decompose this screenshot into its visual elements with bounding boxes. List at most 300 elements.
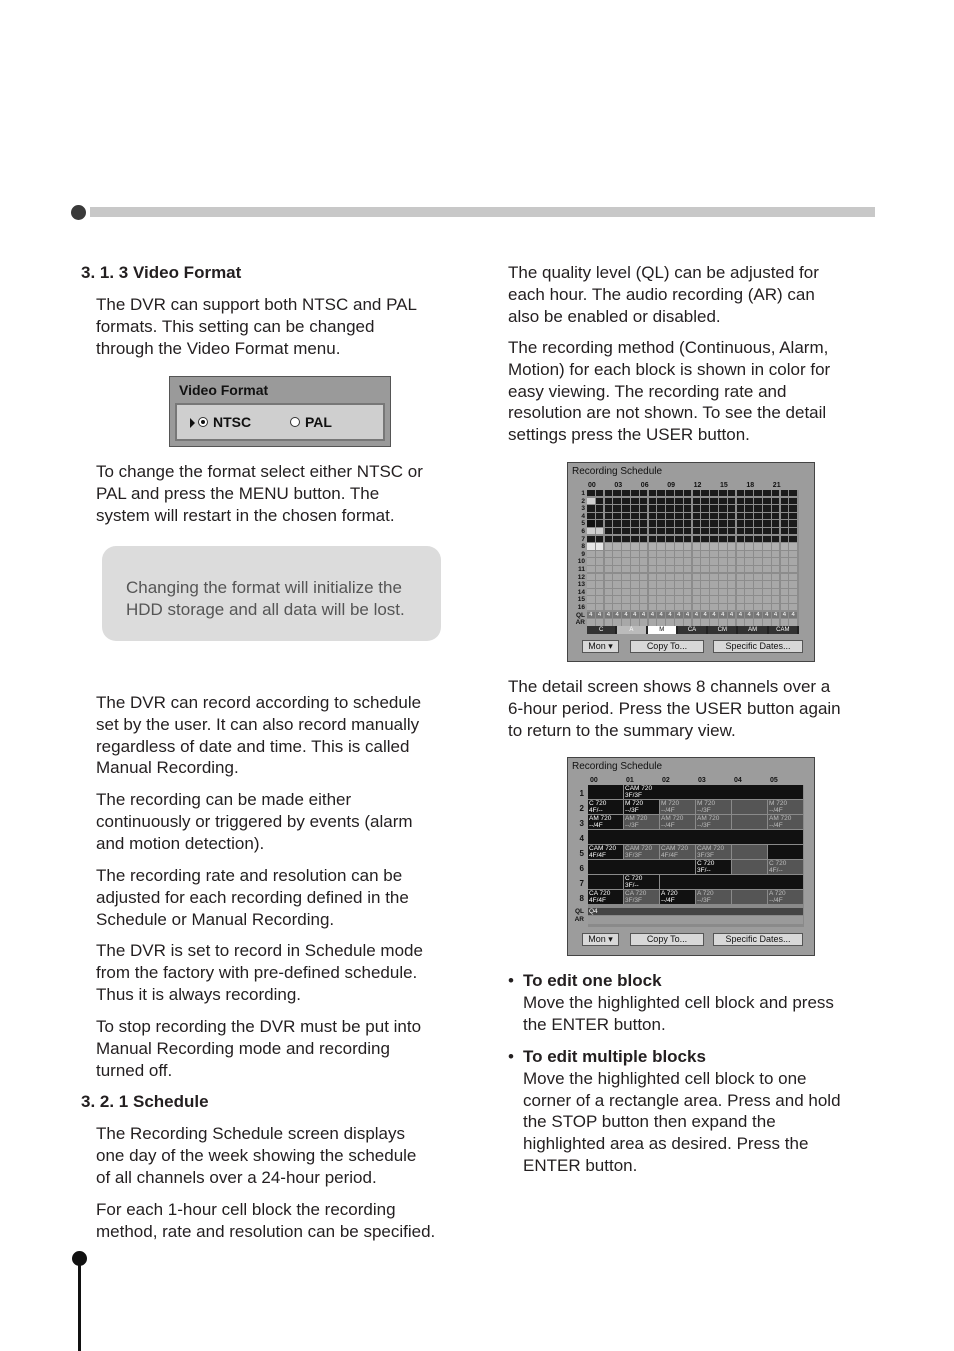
schedule-cell xyxy=(728,581,736,587)
schedule-cell xyxy=(781,574,789,580)
schedule-cell xyxy=(596,490,604,496)
schedule-cell xyxy=(772,490,780,496)
schedule-cell xyxy=(710,528,718,534)
schedule-cell xyxy=(684,520,692,526)
schedule-cell xyxy=(710,619,718,625)
schedule-cell xyxy=(710,558,718,564)
schedule-cell xyxy=(587,536,595,542)
schedule-cell xyxy=(640,536,648,542)
schedule-cell xyxy=(613,581,621,587)
schedule-cell xyxy=(657,543,665,549)
schedule-cell: 4 xyxy=(596,612,604,618)
schedule-cell xyxy=(701,619,709,625)
schedule-cell xyxy=(640,581,648,587)
schedule-block xyxy=(588,890,623,904)
schedule-cell xyxy=(701,528,709,534)
schedule-cell xyxy=(675,589,683,595)
schedule-cell xyxy=(622,520,630,526)
paragraph-recording-method xyxy=(508,337,830,446)
schedule-cell xyxy=(596,536,604,542)
schedule-cell xyxy=(772,528,780,534)
schedule-cell xyxy=(737,513,745,519)
block-text: --/4F xyxy=(769,897,783,904)
specific-dates-button[interactable]: Specific Dates... xyxy=(713,933,803,946)
schedule-cell xyxy=(605,513,613,519)
schedule-cell xyxy=(613,619,621,625)
schedule-cell xyxy=(666,520,674,526)
schedule-cell xyxy=(596,619,604,625)
schedule-cell xyxy=(640,551,648,557)
schedule-cell xyxy=(666,513,674,519)
schedule-cell xyxy=(649,543,657,549)
schedule-cell xyxy=(737,574,745,580)
schedule-cell xyxy=(763,513,771,519)
paragraph-factory-default xyxy=(96,940,423,1005)
schedule-cell xyxy=(737,581,745,587)
text-line: settings press the USER button. xyxy=(508,425,750,445)
schedule-block xyxy=(624,890,659,904)
schedule-cell xyxy=(622,619,630,625)
schedule-cell xyxy=(684,589,692,595)
text-line: HDD storage and all data will be lost. xyxy=(126,599,405,619)
schedule-cell xyxy=(675,513,683,519)
schedule-cell xyxy=(640,566,648,572)
bullet-title: To edit multiple blocks xyxy=(523,1047,706,1066)
schedule-cell xyxy=(605,604,613,610)
schedule-cell xyxy=(666,490,674,496)
text-line: formats. This setting can be changed xyxy=(96,316,375,336)
text-line: adjusted for each recording defined in the xyxy=(96,887,409,907)
schedule-cell xyxy=(789,536,797,542)
hour-tick-label: 04 xyxy=(734,777,742,784)
schedule-cell xyxy=(587,505,595,511)
schedule-cell xyxy=(719,551,727,557)
schedule-cell xyxy=(737,551,745,557)
channel-row-label: QL xyxy=(575,611,585,619)
dropdown-icon: ▾ xyxy=(608,934,613,944)
schedule-cell xyxy=(657,513,665,519)
schedule-block xyxy=(660,875,803,889)
paragraph-schedule-intro xyxy=(96,692,421,779)
schedule-cell xyxy=(772,604,780,610)
schedule-cell xyxy=(657,490,665,496)
selection-arrow-icon xyxy=(190,418,195,428)
schedule-block xyxy=(768,845,803,859)
schedule-cell xyxy=(763,566,771,572)
schedule-cell xyxy=(587,558,595,564)
schedule-cell xyxy=(605,551,613,557)
paragraph-rate-resolution xyxy=(96,865,409,930)
schedule-block xyxy=(768,815,803,829)
schedule-cell xyxy=(719,596,727,602)
schedule-cell xyxy=(693,589,701,595)
schedule-cell xyxy=(781,543,789,549)
block-text: M 720 xyxy=(769,800,788,807)
schedule-cell xyxy=(728,574,736,580)
pal-label: PAL xyxy=(305,414,332,430)
schedule-cell xyxy=(605,574,613,580)
schedule-cell xyxy=(745,574,753,580)
schedule-cell xyxy=(675,574,683,580)
schedule-cell xyxy=(745,619,753,625)
schedule-cell xyxy=(684,536,692,542)
schedule-cell xyxy=(719,513,727,519)
schedule-cell xyxy=(728,536,736,542)
schedule-cell xyxy=(789,490,797,496)
block-text: --/4F xyxy=(769,822,783,829)
section-heading-video-format: 3. 1. 3 Video Format xyxy=(81,263,242,282)
block-text: CAM 720 xyxy=(589,845,617,852)
schedule-block xyxy=(732,815,767,829)
schedule-cell xyxy=(789,574,797,580)
schedule-cell xyxy=(613,558,621,564)
schedule-cell xyxy=(701,604,709,610)
hour-tick-label: 03 xyxy=(614,482,623,489)
schedule-cell: 4 xyxy=(631,612,639,618)
schedule-cell xyxy=(719,505,727,511)
text-line: also be enabled or disabled. xyxy=(508,306,721,326)
schedule-block xyxy=(696,845,731,859)
schedule-cell: 4 xyxy=(640,612,648,618)
schedule-block xyxy=(588,815,623,829)
schedule-block xyxy=(732,800,767,814)
schedule-cell xyxy=(657,566,665,572)
schedule-cell xyxy=(613,543,621,549)
schedule-cell xyxy=(754,574,762,580)
schedule-cell xyxy=(701,566,709,572)
channel-row-label: 7 xyxy=(581,535,585,543)
schedule-cell xyxy=(693,505,701,511)
day-select-button[interactable] xyxy=(582,933,619,946)
text-line: continuously or triggered by events (alarm xyxy=(96,811,413,831)
block-text: 3F/-- xyxy=(697,867,711,874)
text-line: 6-hour period. Press the USER button again xyxy=(508,698,841,718)
schedule-cell xyxy=(587,589,595,595)
schedule-cell xyxy=(649,566,657,572)
schedule-cell xyxy=(754,619,762,625)
text-line: PAL and press the MENU button. The xyxy=(96,483,380,503)
schedule-cell xyxy=(675,551,683,557)
block-text: CAM 720 xyxy=(625,845,653,852)
schedule-cell xyxy=(789,520,797,526)
schedule-cell xyxy=(763,581,771,587)
schedule-cell xyxy=(622,551,630,557)
schedule-cell xyxy=(772,589,780,595)
schedule-cell xyxy=(675,596,683,602)
schedule-cell xyxy=(701,490,709,496)
channel-row-label: 13 xyxy=(577,581,585,589)
channel-row-label: 7 xyxy=(579,879,584,888)
text-line: method, rate and resolution can be specified. xyxy=(96,1221,436,1241)
schedule-cell xyxy=(693,558,701,564)
schedule-cell xyxy=(745,520,753,526)
schedule-cell xyxy=(772,574,780,580)
schedule-block xyxy=(732,890,767,904)
schedule-cell xyxy=(684,619,692,625)
schedule-cell xyxy=(684,581,692,587)
paragraph-quality-level xyxy=(508,262,819,327)
schedule-cell xyxy=(719,619,727,625)
schedule-cell xyxy=(745,596,753,602)
schedule-cell xyxy=(693,604,701,610)
schedule-cell xyxy=(763,498,771,504)
schedule-cell xyxy=(631,498,639,504)
schedule-cell: 4 xyxy=(719,612,727,618)
schedule-cell xyxy=(631,589,639,595)
recording-schedule-summary-screen xyxy=(567,462,815,662)
schedule-cell xyxy=(596,513,604,519)
recording-schedule-detail-screen xyxy=(567,757,815,956)
schedule-cell: 4 xyxy=(728,612,736,618)
schedule-cell xyxy=(666,505,674,511)
specific-dates-button[interactable]: Specific Dates... xyxy=(713,640,803,653)
paragraph-change-format xyxy=(96,461,423,526)
schedule-cell xyxy=(666,619,674,625)
schedule-cell xyxy=(737,604,745,610)
schedule-cell xyxy=(631,574,639,580)
schedule-cell xyxy=(596,558,604,564)
legend-item: M xyxy=(648,626,676,634)
schedule-cell xyxy=(763,619,771,625)
schedule-cell xyxy=(622,498,630,504)
note-box xyxy=(102,546,441,641)
block-text: --/4F xyxy=(661,807,675,814)
header-bar xyxy=(90,207,875,217)
schedule-block xyxy=(732,860,767,874)
schedule-cell xyxy=(772,520,780,526)
schedule-grid[interactable] xyxy=(587,490,799,626)
text-line: For each 1-hour cell block the recording xyxy=(96,1200,396,1219)
block-text: --/3F xyxy=(625,807,639,814)
schedule-cell xyxy=(701,520,709,526)
schedule-cell xyxy=(631,619,639,625)
schedule-cell xyxy=(649,505,657,511)
dropdown-icon: ▾ xyxy=(608,641,613,651)
text-line: The detail screen shows 8 channels over a xyxy=(508,677,831,696)
schedule-cell xyxy=(631,536,639,542)
schedule-cell xyxy=(710,604,718,610)
schedule-cell xyxy=(587,596,595,602)
text-line: Thus it is always recording. xyxy=(96,984,302,1004)
schedule-cell xyxy=(596,551,604,557)
schedule-cell: 4 xyxy=(605,612,613,618)
schedule-cell xyxy=(710,520,718,526)
block-text: --/3F xyxy=(697,807,711,814)
radio-empty-icon xyxy=(290,417,300,427)
schedule-cell xyxy=(622,536,630,542)
schedule-cell xyxy=(613,589,621,595)
hour-tick-label: 09 xyxy=(667,482,675,489)
channel-row-label: 4 xyxy=(581,512,585,520)
schedule-cell xyxy=(754,604,762,610)
schedule-cell: 4 xyxy=(666,612,674,618)
schedule-cell xyxy=(622,604,630,610)
schedule-detail-grid[interactable] xyxy=(588,785,804,927)
schedule-cell xyxy=(684,490,692,496)
bullet-text xyxy=(523,970,834,1035)
channel-row-label: 1 xyxy=(579,789,584,798)
block-text: --/4F xyxy=(661,897,675,904)
schedule-cell xyxy=(657,574,665,580)
schedule-cell xyxy=(622,581,630,587)
schedule-cell xyxy=(649,528,657,534)
text-line: To stop recording the DVR must be put into xyxy=(96,1017,422,1036)
schedule-cell xyxy=(666,596,674,602)
schedule-cell xyxy=(631,566,639,572)
schedule-cell xyxy=(763,536,771,542)
schedule-cell xyxy=(587,498,595,504)
footer-line xyxy=(78,1262,81,1351)
schedule-cell xyxy=(693,490,701,496)
schedule-cell xyxy=(701,589,709,595)
schedule-cell xyxy=(631,596,639,602)
note-text xyxy=(126,577,405,621)
schedule-cell xyxy=(596,528,604,534)
schedule-block xyxy=(696,815,731,829)
schedule-cell xyxy=(710,596,718,602)
schedule-cell xyxy=(781,551,789,557)
copy-to-button[interactable]: Copy To... xyxy=(630,933,704,946)
ar-row xyxy=(588,916,803,924)
text-line: one day of the week showing the schedule xyxy=(96,1145,417,1165)
schedule-cell xyxy=(640,574,648,580)
schedule-cell xyxy=(596,604,604,610)
schedule-cell xyxy=(728,566,736,572)
schedule-cell xyxy=(754,536,762,542)
channel-row-label: 10 xyxy=(577,558,585,566)
schedule-cell xyxy=(745,513,753,519)
schedule-cell xyxy=(754,520,762,526)
schedule-cell xyxy=(789,596,797,602)
schedule-cell xyxy=(605,596,613,602)
schedule-cell xyxy=(789,551,797,557)
pal-option[interactable] xyxy=(290,414,332,430)
schedule-cell xyxy=(657,505,665,511)
day-label: Mon xyxy=(588,934,606,944)
block-text: C 720 xyxy=(625,875,643,882)
hour-tick-label: 01 xyxy=(626,777,634,784)
schedule-cell xyxy=(657,581,665,587)
schedule-cell xyxy=(649,604,657,610)
schedule-cell xyxy=(605,619,613,625)
block-text: M 720 xyxy=(625,800,644,807)
schedule-cell xyxy=(772,505,780,511)
block-text: C 720 xyxy=(769,860,787,867)
schedule-cell xyxy=(763,558,771,564)
channel-row-label: AR xyxy=(574,916,584,923)
block-text: C 720 xyxy=(589,800,607,807)
copy-to-button[interactable]: Copy To... xyxy=(630,640,704,653)
schedule-cell xyxy=(710,566,718,572)
text-line: Schedule or Manual Recording. xyxy=(96,909,335,929)
ntsc-option[interactable] xyxy=(190,414,251,430)
legend-item: CA xyxy=(678,626,706,634)
schedule-cell xyxy=(622,513,630,519)
text-line: resolution are not shown. To see the detail xyxy=(508,403,827,423)
schedule-cell xyxy=(622,566,630,572)
schedule-cell xyxy=(728,505,736,511)
text-line: To change the format select either NTSC or xyxy=(96,462,423,481)
paragraph-recording-modes xyxy=(96,789,413,854)
schedule-cell xyxy=(763,543,771,549)
schedule-cell xyxy=(781,596,789,602)
schedule-cell xyxy=(675,498,683,504)
schedule-cell xyxy=(675,558,683,564)
block-text: 4F/4F xyxy=(661,852,678,859)
schedule-block xyxy=(660,800,695,814)
schedule-cell xyxy=(640,505,648,511)
block-text: 4F/4F xyxy=(589,852,606,859)
schedule-cell xyxy=(789,619,797,625)
schedule-cell xyxy=(587,528,595,534)
schedule-cell xyxy=(719,536,727,542)
schedule-block xyxy=(768,860,803,874)
block-text: 4F/4F xyxy=(589,897,606,904)
channel-row-label: 5 xyxy=(581,520,585,528)
schedule-block xyxy=(588,785,623,799)
radio-selected-icon xyxy=(198,417,208,427)
schedule-cell xyxy=(657,520,665,526)
schedule-cell xyxy=(693,528,701,534)
channel-row-label: 11 xyxy=(578,566,585,573)
hour-tick-label: 18 xyxy=(746,482,755,489)
schedule-cell: 4 xyxy=(613,612,621,618)
schedule-cell xyxy=(631,505,639,511)
schedule-cell xyxy=(763,551,771,557)
video-format-menu xyxy=(169,376,391,447)
block-text: A 720 xyxy=(769,890,786,897)
schedule-cell xyxy=(684,566,692,572)
text-line: each hour. The audio recording (AR) can xyxy=(508,284,815,304)
schedule-block xyxy=(660,845,695,859)
schedule-block xyxy=(660,815,695,829)
schedule-cell xyxy=(701,498,709,504)
schedule-cell xyxy=(763,604,771,610)
schedule-block xyxy=(696,800,731,814)
schedule-cell xyxy=(728,596,736,602)
schedule-block xyxy=(588,830,803,844)
schedule-cell xyxy=(657,619,665,625)
text-line: set by the user. It can also record manually xyxy=(96,714,420,734)
block-text: AM 720 xyxy=(625,815,648,822)
schedule-cell xyxy=(728,551,736,557)
schedule-cell xyxy=(745,589,753,595)
schedule-cell xyxy=(789,528,797,534)
text-line: regardless of date and time. This is called xyxy=(96,736,410,756)
schedule-cell xyxy=(675,619,683,625)
paragraph-stop-recording xyxy=(96,1016,421,1081)
schedule-cell xyxy=(631,581,639,587)
channel-row-label: AR xyxy=(575,619,585,627)
schedule-cell xyxy=(719,520,727,526)
day-select-button[interactable] xyxy=(582,640,619,653)
schedule-cell xyxy=(649,619,657,625)
schedule-cell xyxy=(613,498,621,504)
schedule-cell xyxy=(719,528,727,534)
schedule-block xyxy=(768,890,803,904)
schedule-cell xyxy=(622,505,630,511)
schedule-cell xyxy=(754,566,762,572)
schedule-cell xyxy=(605,490,613,496)
schedule-block xyxy=(624,800,659,814)
schedule-cell xyxy=(605,566,613,572)
schedule-cell: 4 xyxy=(745,612,753,618)
block-text: --/4F xyxy=(661,822,675,829)
schedule-cell xyxy=(613,513,621,519)
schedule-cell xyxy=(605,543,613,549)
schedule-cell xyxy=(710,543,718,549)
block-text: --/3F xyxy=(625,822,639,829)
